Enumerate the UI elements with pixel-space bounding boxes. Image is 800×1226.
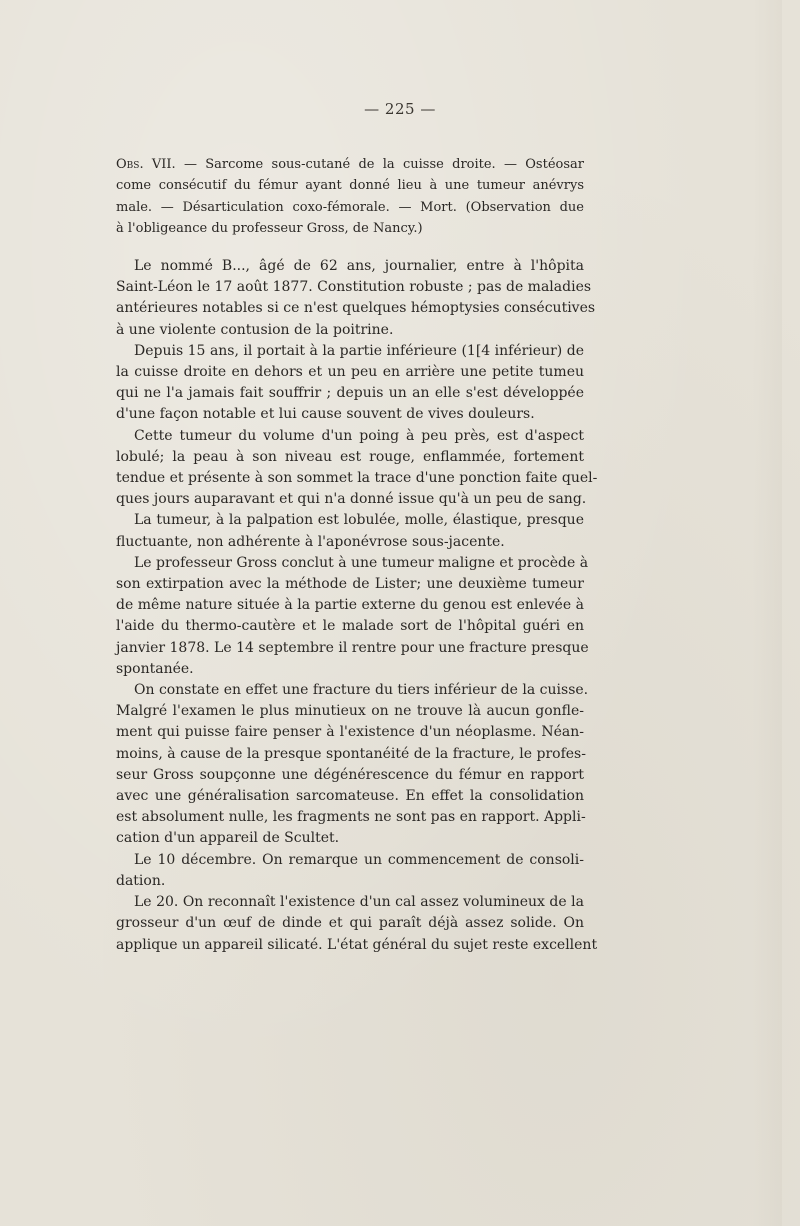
observation-heading [116,154,584,239]
body-line: On constate en effet une fracture du tiers inférieur de la cuisse. [134,682,589,699]
body-line: son extirpation avec la méthode de Lister; une deuxième tumeur [116,576,584,593]
body-line: fluctuante, non adhérente à l'aponévrose sous-jacente. [116,533,505,550]
body-line: la cuisse droite en dehors et un peu en arrière une petite tumeu [116,364,584,381]
body-line: avec une généralisation sarcomateuse. En effet la consolidation [116,788,584,805]
body-line: moins, à cause de la presque spontanéité de la fracture, le profes- [116,745,586,762]
body-text [116,256,598,956]
body-line: cation d'un appareil de Scultet. [116,830,340,847]
body-line: La tumeur, à la palpation est lobulée, molle, élastique, presque [134,512,584,529]
body-line: qui ne l'a jamais fait souffrir ; depuis un an elle s'est développée [116,385,584,402]
observation-line-4: à l'obligeance du professeur Gross, de Nancy.) [116,220,423,236]
body-line: Cette tumeur du volume d'un poing à peu près, est d'aspect [134,427,584,444]
body-line: d'une façon notable et lui cause souvent de vives douleurs. [116,406,535,423]
body-line: grosseur d'un œuf de dinde et qui paraît déjà assez solide. On [116,915,584,932]
body-line: l'aide du thermo-cautère et le malade sort de l'hôpital guéri en [116,618,584,635]
body-line: Le nommé B..., âgé de 62 ans, journalier, entre à l'hôpita [134,258,584,274]
body-line: tendue et présente à son sommet la trace d'une ponction faite quel- [116,470,598,487]
body-line: Depuis 15 ans, il portait à la partie inférieure (1[4 inférieur) de [134,342,584,359]
body-line: de même nature située à la partie externe du genou est enlevée à [116,597,584,614]
page-edge-shading [752,0,782,1226]
body-line: spontanée. [116,660,194,677]
body-line: seur Gross soupçonne une dégénérescence du fémur en rapport [116,766,584,783]
observation-line-1: Obs. VII. — Sarcome sous-cutané de la cuisse droite. — Ostéosar [116,157,584,172]
body-line: Malgré l'examen le plus minutieux on ne trouve là aucun gonfle- [116,703,584,720]
body-line: ques jours auparavant et qui n'a donné issue qu'à un peu de sang. [116,491,587,508]
observation-label: Obs [116,157,140,172]
body-line: Saint-Léon le 17 août 1877. Constitution robuste ; pas de maladies [116,279,592,296]
observation-line-3: male. — Désarticulation coxo-fémorale. — Mort. (Observation due [116,199,584,215]
page-number: — 225 — [364,100,436,118]
body-line: dation. [116,872,166,889]
body-line: lobulé; la peau à son niveau est rouge, enflammée, fortement [116,448,584,465]
body-line: est absolument nulle, les fragments ne sont pas en rapport. Appli- [116,809,586,826]
body-line: Le 20. On reconnaît l'existence d'un cal assez volumineux de la [134,894,584,911]
body-line: antérieures notables si ce n'est quelques hémoptysies consécutives [116,300,596,317]
body-line: Le 10 décembre. On remarque un commencement de consoli- [134,851,584,868]
body-line: ment qui puisse faire penser à l'existence d'un néoplasme. Néan- [116,724,584,741]
body-line: à une violente contusion de la poitrine. [116,321,394,338]
observation-line-2: come consécutif du fémur ayant donné lieu à une tumeur anévrys [116,178,584,194]
body-line: janvier 1878. Le 14 septembre il rentre pour une fracture presque [116,639,589,656]
body-line: Le professeur Gross conclut à une tumeur maligne et procède à [134,554,589,571]
body-line: applique un appareil silicaté. L'état général du sujet reste excellent [116,936,598,953]
